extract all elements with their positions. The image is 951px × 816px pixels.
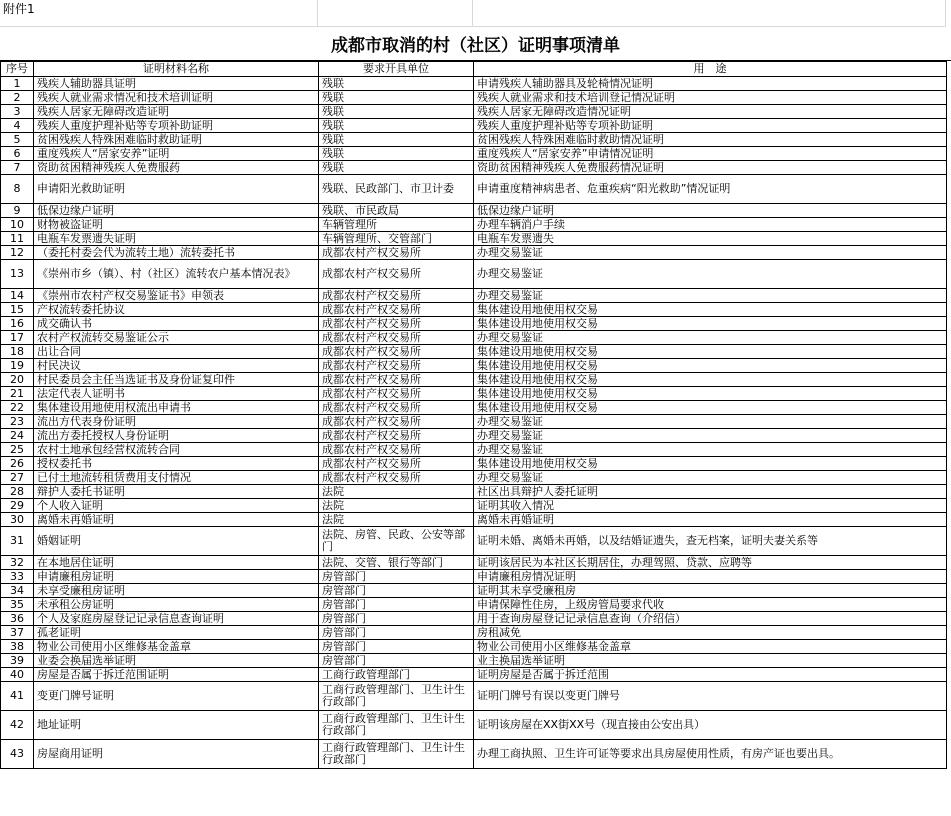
col-header-no: 序号 bbox=[1, 62, 34, 77]
cell-unit[interactable]: 残联 bbox=[319, 119, 474, 133]
cell-use[interactable]: 证明该房屋在XX街XX号（现直接由公安出具） bbox=[474, 711, 947, 740]
cell-use[interactable]: 办理交易鉴证 bbox=[474, 246, 947, 260]
table-row bbox=[1, 570, 947, 584]
cell-use[interactable]: 集体建设用地使用权交易 bbox=[474, 457, 947, 471]
cell-no[interactable]: 23 bbox=[1, 415, 34, 429]
cell-use[interactable]: 证明该居民为本社区长期居住，办理驾照、贷款、应聘等 bbox=[474, 556, 947, 570]
cell-use[interactable]: 残疾人居家无障碍改造情况证明 bbox=[474, 105, 947, 119]
table-row bbox=[1, 303, 947, 317]
cell-no[interactable]: 32 bbox=[1, 556, 34, 570]
table-row bbox=[1, 740, 947, 769]
cell-use[interactable]: 离婚未再婚证明 bbox=[474, 513, 947, 527]
cell-unit[interactable]: 成都农村产权交易所 bbox=[319, 415, 474, 429]
table-row bbox=[1, 499, 947, 513]
cell-use[interactable]: 办理交易鉴证 bbox=[474, 443, 947, 457]
cell-no[interactable]: 30 bbox=[1, 513, 34, 527]
cell-use[interactable]: 申请重度精神病患者、危重疾病“阳光救助”情况证明 bbox=[474, 175, 947, 204]
cell-name[interactable]: 产权流转委托协议 bbox=[34, 303, 319, 317]
table-row bbox=[1, 373, 947, 387]
table-row bbox=[1, 105, 947, 119]
cell-name[interactable]: 授权委托书 bbox=[34, 457, 319, 471]
table-row bbox=[1, 387, 947, 401]
cell-name[interactable]: 流出方代表身份证明 bbox=[34, 415, 319, 429]
cell-name[interactable]: 在本地居住证明 bbox=[34, 556, 319, 570]
cell-no[interactable]: 1 bbox=[1, 77, 34, 91]
cell-use[interactable]: 集体建设用地使用权交易 bbox=[474, 345, 947, 359]
cell-name[interactable]: 资助贫困精神残疾人免费服药 bbox=[34, 161, 319, 175]
cell-name[interactable]: 房屋商用证明 bbox=[34, 740, 319, 769]
cell-use[interactable]: 证明其收入情况 bbox=[474, 499, 947, 513]
cell-use[interactable]: 办理车辆消户手续 bbox=[474, 218, 947, 232]
cell-unit[interactable]: 成都农村产权交易所 bbox=[319, 317, 474, 331]
empty-cell[interactable] bbox=[318, 0, 473, 27]
table-row bbox=[1, 556, 947, 570]
cell-unit[interactable]: 成都农村产权交易所 bbox=[319, 260, 474, 289]
cell-unit[interactable]: 残联 bbox=[319, 77, 474, 91]
cell-no[interactable]: 41 bbox=[1, 682, 34, 711]
cell-name[interactable]: 申请阳光救助证明 bbox=[34, 175, 319, 204]
cell-use[interactable]: 办理交易鉴证 bbox=[474, 289, 947, 303]
cell-unit[interactable]: 成都农村产权交易所 bbox=[319, 345, 474, 359]
table-row bbox=[1, 260, 947, 289]
cell-no[interactable]: 13 bbox=[1, 260, 34, 289]
cell-name[interactable]: 已付土地流转租赁费用支付情况 bbox=[34, 471, 319, 485]
cell-use[interactable]: 证明房屋是否属于拆迁范围 bbox=[474, 668, 947, 682]
empty-cell[interactable] bbox=[473, 0, 946, 27]
cell-no[interactable]: 36 bbox=[1, 612, 34, 626]
header-row bbox=[1, 62, 947, 77]
cell-use[interactable]: 办理交易鉴证 bbox=[474, 260, 947, 289]
cell-no[interactable]: 37 bbox=[1, 626, 34, 640]
cell-use[interactable]: 办理工商执照、卫生许可证等要求出具房屋使用性质，有房产证也要出具。 bbox=[474, 740, 947, 769]
cell-use[interactable]: 重度残疾人“居家安养”申请情况证明 bbox=[474, 147, 947, 161]
cell-name[interactable]: 出让合同 bbox=[34, 345, 319, 359]
cell-name[interactable]: 财物被盗证明 bbox=[34, 218, 319, 232]
cell-name[interactable]: 残疾人辅助器具证明 bbox=[34, 77, 319, 91]
cell-name[interactable]: 孤老证明 bbox=[34, 626, 319, 640]
cell-unit[interactable]: 成都农村产权交易所 bbox=[319, 429, 474, 443]
cell-unit[interactable]: 成都农村产权交易所 bbox=[319, 373, 474, 387]
cell-unit[interactable]: 房管部门 bbox=[319, 570, 474, 584]
table-row bbox=[1, 147, 947, 161]
cell-unit[interactable]: 工商行政管理部门 bbox=[319, 668, 474, 682]
cell-name[interactable]: 农村产权流转交易鉴证公示 bbox=[34, 331, 319, 345]
cell-no[interactable]: 27 bbox=[1, 471, 34, 485]
cell-unit[interactable]: 残联、市民政局 bbox=[319, 204, 474, 218]
cell-name[interactable]: 业委会换届选举证明 bbox=[34, 654, 319, 668]
cell-name[interactable]: 未承租公房证明 bbox=[34, 598, 319, 612]
cell-name[interactable]: 残疾人居家无障碍改造证明 bbox=[34, 105, 319, 119]
cell-use[interactable]: 贫困残疾人特殊困难临时救助情况证明 bbox=[474, 133, 947, 147]
cell-use[interactable]: 残疾人重度护理补贴等专项补助证明 bbox=[474, 119, 947, 133]
cell-name[interactable]: 低保边缘户证明 bbox=[34, 204, 319, 218]
cell-name[interactable]: 村民委员会主任当选证书及身份证复印件 bbox=[34, 373, 319, 387]
table-row bbox=[1, 443, 947, 457]
cell-name[interactable]: 未享受廉租房证明 bbox=[34, 584, 319, 598]
cell-use[interactable]: 证明门牌号有误以变更门牌号 bbox=[474, 682, 947, 711]
cell-name[interactable]: 集体建设用地使用权流出申请书 bbox=[34, 401, 319, 415]
table-row bbox=[1, 668, 947, 682]
cell-use[interactable]: 集体建设用地使用权交易 bbox=[474, 317, 947, 331]
cell-name[interactable]: 电瓶车发票遗失证明 bbox=[34, 232, 319, 246]
table-row bbox=[1, 626, 947, 640]
table-row bbox=[1, 485, 947, 499]
col-header-unit: 要求开具单位 bbox=[319, 62, 474, 77]
table-row bbox=[1, 345, 947, 359]
cell-unit[interactable]: 成都农村产权交易所 bbox=[319, 303, 474, 317]
cell-no[interactable]: 24 bbox=[1, 429, 34, 443]
cell-no[interactable]: 3 bbox=[1, 105, 34, 119]
annex-cell[interactable]: 附件1 bbox=[0, 0, 318, 27]
cell-unit[interactable]: 法院 bbox=[319, 513, 474, 527]
page-title: 成都市取消的村（社区）证明事项清单 bbox=[0, 27, 951, 61]
table-row bbox=[1, 119, 947, 133]
cell-no[interactable]: 21 bbox=[1, 387, 34, 401]
table-row bbox=[1, 457, 947, 471]
cell-unit[interactable]: 车辆管理所 bbox=[319, 218, 474, 232]
cell-no[interactable]: 20 bbox=[1, 373, 34, 387]
cell-unit[interactable]: 车辆管理所、交管部门 bbox=[319, 232, 474, 246]
table-row bbox=[1, 232, 947, 246]
cell-use[interactable]: 证明其未享受廉租房 bbox=[474, 584, 947, 598]
cell-use[interactable]: 集体建设用地使用权交易 bbox=[474, 387, 947, 401]
cell-use[interactable]: 集体建设用地使用权交易 bbox=[474, 359, 947, 373]
cell-use[interactable]: 残疾人就业需求和技术培训登记情况证明 bbox=[474, 91, 947, 105]
cell-no[interactable]: 19 bbox=[1, 359, 34, 373]
table-row bbox=[1, 161, 947, 175]
cell-unit[interactable]: 法院 bbox=[319, 485, 474, 499]
table-row bbox=[1, 612, 947, 626]
cell-use[interactable]: 办理交易鉴证 bbox=[474, 331, 947, 345]
cell-use[interactable]: 申请残疾人辅助器具及轮椅情况证明 bbox=[474, 77, 947, 91]
cell-unit[interactable]: 残联 bbox=[319, 133, 474, 147]
cell-no[interactable]: 40 bbox=[1, 668, 34, 682]
cell-no[interactable]: 11 bbox=[1, 232, 34, 246]
cell-no[interactable]: 6 bbox=[1, 147, 34, 161]
cell-unit[interactable]: 房管部门 bbox=[319, 598, 474, 612]
cell-use[interactable]: 集体建设用地使用权交易 bbox=[474, 373, 947, 387]
cell-no[interactable]: 18 bbox=[1, 345, 34, 359]
cell-unit[interactable]: 成都农村产权交易所 bbox=[319, 246, 474, 260]
cell-no[interactable]: 28 bbox=[1, 485, 34, 499]
cell-no[interactable]: 35 bbox=[1, 598, 34, 612]
cell-no[interactable]: 31 bbox=[1, 527, 34, 556]
cell-name[interactable]: 流出方委托授权人身份证明 bbox=[34, 429, 319, 443]
cell-unit[interactable]: 成都农村产权交易所 bbox=[319, 443, 474, 457]
cell-name[interactable]: 残疾人重度护理补贴等专项补助证明 bbox=[34, 119, 319, 133]
cell-name[interactable]: 辩护人委托书证明 bbox=[34, 485, 319, 499]
cell-use[interactable]: 房租减免 bbox=[474, 626, 947, 640]
cell-unit[interactable]: 成都农村产权交易所 bbox=[319, 289, 474, 303]
table-row bbox=[1, 401, 947, 415]
cell-unit[interactable]: 法院 bbox=[319, 499, 474, 513]
cell-no[interactable]: 8 bbox=[1, 175, 34, 204]
table-row bbox=[1, 246, 947, 260]
cell-no[interactable]: 42 bbox=[1, 711, 34, 740]
cell-no[interactable]: 38 bbox=[1, 640, 34, 654]
cell-use[interactable]: 证明未婚、离婚未再婚，以及结婚证遗失，查无档案，证明夫妻关系等 bbox=[474, 527, 947, 556]
cell-use[interactable]: 物业公司使用小区维修基金盖章 bbox=[474, 640, 947, 654]
cell-no[interactable]: 9 bbox=[1, 204, 34, 218]
cell-name[interactable]: 村民决议 bbox=[34, 359, 319, 373]
cell-no[interactable]: 10 bbox=[1, 218, 34, 232]
cell-name[interactable]: 婚姻证明 bbox=[34, 527, 319, 556]
table-row bbox=[1, 682, 947, 711]
cell-no[interactable]: 22 bbox=[1, 401, 34, 415]
cell-unit[interactable]: 房管部门 bbox=[319, 626, 474, 640]
cell-use[interactable]: 资助贫困精神残疾人免费服药情况证明 bbox=[474, 161, 947, 175]
table-row bbox=[1, 359, 947, 373]
cell-use[interactable]: 办理交易鉴证 bbox=[474, 471, 947, 485]
cell-unit[interactable]: 房管部门 bbox=[319, 612, 474, 626]
cell-name[interactable]: 个人收入证明 bbox=[34, 499, 319, 513]
col-header-use: 用 途 bbox=[474, 62, 947, 77]
cell-no[interactable]: 16 bbox=[1, 317, 34, 331]
table-row bbox=[1, 640, 947, 654]
cell-name[interactable]: 物业公司使用小区维修基金盖章 bbox=[34, 640, 319, 654]
cell-name[interactable]: 贫困残疾人特殊困难临时救助证明 bbox=[34, 133, 319, 147]
cell-unit[interactable]: 残联 bbox=[319, 91, 474, 105]
cell-unit[interactable]: 成都农村产权交易所 bbox=[319, 401, 474, 415]
col-header-name: 证明材料名称 bbox=[34, 62, 319, 77]
cell-no[interactable]: 12 bbox=[1, 246, 34, 260]
cell-unit[interactable]: 成都农村产权交易所 bbox=[319, 387, 474, 401]
cell-use[interactable]: 电瓶车发票遗失 bbox=[474, 232, 947, 246]
cell-name[interactable]: 农村土地承包经营权流转合同 bbox=[34, 443, 319, 457]
cell-unit[interactable]: 成都农村产权交易所 bbox=[319, 471, 474, 485]
cell-use[interactable]: 集体建设用地使用权交易 bbox=[474, 401, 947, 415]
cell-unit[interactable]: 成都农村产权交易所 bbox=[319, 331, 474, 345]
table-row bbox=[1, 527, 947, 556]
table-row bbox=[1, 77, 947, 91]
cell-name[interactable]: 房屋是否属于拆迁范围证明 bbox=[34, 668, 319, 682]
cell-name[interactable]: 《崇州市农村产权交易鉴证书》申领表 bbox=[34, 289, 319, 303]
table-row bbox=[1, 598, 947, 612]
cell-unit[interactable]: 房管部门 bbox=[319, 584, 474, 598]
table-row bbox=[1, 654, 947, 668]
table-row bbox=[1, 331, 947, 345]
cell-use[interactable]: 用于查询房屋登记记录信息查询（介绍信） bbox=[474, 612, 947, 626]
table-row bbox=[1, 289, 947, 303]
cell-unit[interactable]: 残联 bbox=[319, 147, 474, 161]
cell-use[interactable]: 申请保障性住房，上级房管局要求代收 bbox=[474, 598, 947, 612]
cell-use[interactable]: 集体建设用地使用权交易 bbox=[474, 303, 947, 317]
cell-use[interactable]: 办理交易鉴证 bbox=[474, 429, 947, 443]
table-row bbox=[1, 91, 947, 105]
cell-name[interactable]: 变更门牌号证明 bbox=[34, 682, 319, 711]
cell-no[interactable]: 17 bbox=[1, 331, 34, 345]
cell-use[interactable]: 申请廉租房情况证明 bbox=[474, 570, 947, 584]
cell-name[interactable]: （委托村委会代为流转土地）流转委托书 bbox=[34, 246, 319, 260]
cell-name[interactable]: 重度残疾人“居家安养”证明 bbox=[34, 147, 319, 161]
cell-no[interactable]: 25 bbox=[1, 443, 34, 457]
cell-no[interactable]: 26 bbox=[1, 457, 34, 471]
cell-unit[interactable]: 工商行政管理部门、卫生计生行政部门 bbox=[319, 711, 474, 740]
cell-unit[interactable]: 工商行政管理部门、卫生计生行政部门 bbox=[319, 682, 474, 711]
cell-no[interactable]: 43 bbox=[1, 740, 34, 769]
cell-name[interactable]: 申请廉租房证明 bbox=[34, 570, 319, 584]
cell-no[interactable]: 34 bbox=[1, 584, 34, 598]
cell-no[interactable]: 14 bbox=[1, 289, 34, 303]
cell-use[interactable]: 社区出具辩护人委托证明 bbox=[474, 485, 947, 499]
table-row bbox=[1, 584, 947, 598]
cell-unit[interactable]: 残联、民政部门、市卫计委 bbox=[319, 175, 474, 204]
cell-name[interactable]: 成交确认书 bbox=[34, 317, 319, 331]
cell-no[interactable]: 39 bbox=[1, 654, 34, 668]
cell-no[interactable]: 29 bbox=[1, 499, 34, 513]
table-row bbox=[1, 711, 947, 740]
cell-name[interactable]: 地址证明 bbox=[34, 711, 319, 740]
cell-name[interactable]: 个人及家庭房屋登记记录信息查询证明 bbox=[34, 612, 319, 626]
table-row bbox=[1, 415, 947, 429]
cell-name[interactable]: 残疾人就业需求情况和技术培训证明 bbox=[34, 91, 319, 105]
cell-unit[interactable]: 残联 bbox=[319, 105, 474, 119]
cell-unit[interactable]: 法院、交管、银行等部门 bbox=[319, 556, 474, 570]
table-row bbox=[1, 429, 947, 443]
cell-no[interactable]: 7 bbox=[1, 161, 34, 175]
cell-unit[interactable]: 成都农村产权交易所 bbox=[319, 359, 474, 373]
cell-unit[interactable]: 法院、房管、民政、公安等部门 bbox=[319, 527, 474, 556]
cell-no[interactable]: 15 bbox=[1, 303, 34, 317]
cell-unit[interactable]: 工商行政管理部门、卫生计生行政部门 bbox=[319, 740, 474, 769]
cell-use[interactable]: 办理交易鉴证 bbox=[474, 415, 947, 429]
cell-unit[interactable]: 残联 bbox=[319, 161, 474, 175]
table-row bbox=[1, 175, 947, 204]
cell-name[interactable]: 法定代表人证明书 bbox=[34, 387, 319, 401]
table-row bbox=[1, 204, 947, 218]
cell-name[interactable]: 离婚未再婚证明 bbox=[34, 513, 319, 527]
table-row bbox=[1, 471, 947, 485]
table-row bbox=[1, 218, 947, 232]
cell-unit[interactable]: 成都农村产权交易所 bbox=[319, 457, 474, 471]
cell-no[interactable]: 5 bbox=[1, 133, 34, 147]
cell-use[interactable]: 业主换届选举证明 bbox=[474, 654, 947, 668]
certificate-table bbox=[0, 61, 947, 769]
cell-name[interactable]: 《崇州市乡（镇）、村（社区）流转农户基本情况表》 bbox=[34, 260, 319, 289]
cell-unit[interactable]: 房管部门 bbox=[319, 640, 474, 654]
cell-no[interactable]: 4 bbox=[1, 119, 34, 133]
cell-unit[interactable]: 房管部门 bbox=[319, 654, 474, 668]
table-row bbox=[1, 513, 947, 527]
table-row bbox=[1, 133, 947, 147]
table-row bbox=[1, 317, 947, 331]
cell-no[interactable]: 2 bbox=[1, 91, 34, 105]
cell-no[interactable]: 33 bbox=[1, 570, 34, 584]
cell-use[interactable]: 低保边缘户证明 bbox=[474, 204, 947, 218]
